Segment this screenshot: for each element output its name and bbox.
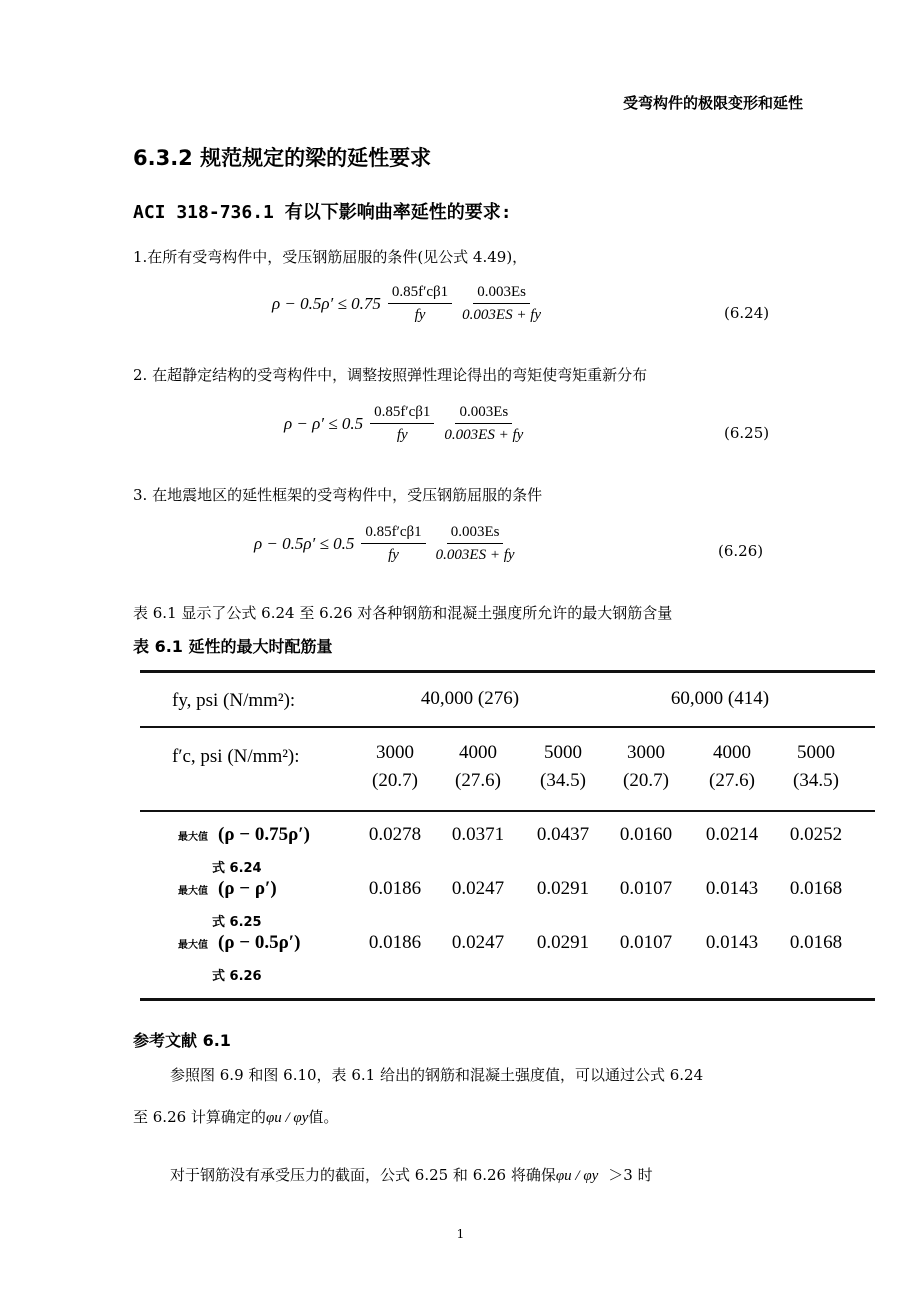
denominator: 0.003ES + fy	[462, 307, 542, 323]
table-cell: 0.0168	[789, 878, 843, 899]
text-segment: ＞3 时	[608, 1166, 653, 1184]
table-cell: 0.0247	[451, 932, 505, 953]
denominator: fy	[396, 427, 408, 443]
equation-number: (6.25)	[724, 424, 770, 442]
row-label	[178, 932, 300, 954]
fc-metric-value: (27.6)	[709, 770, 755, 791]
numerator: 0.003Es	[473, 284, 530, 304]
ductility-table	[140, 670, 875, 1005]
table-cell: 0.0143	[705, 932, 759, 953]
table-intro: 表 6.1 显示了公式 6.24 至 6.26 对各种钢筋和混凝土强度所允许的最大钢筋含量	[133, 604, 673, 622]
denominator: fy	[388, 547, 399, 563]
row-prefix: 最大值	[178, 832, 208, 843]
row-prefix: 最大值	[178, 940, 208, 951]
table-cell: 0.0143	[705, 878, 759, 899]
running-header: 受弯构件的极限变形和延性	[622, 94, 803, 112]
formula-6-26	[254, 524, 522, 564]
table-cell: 0.0247	[451, 878, 505, 899]
row-equation-ref: 式 6.26	[212, 969, 262, 984]
fy-group-1: 40,000 (276)	[420, 688, 520, 709]
denominator: fy	[414, 307, 426, 323]
table-caption: 表 6.1 延性的最大时配筋量	[133, 637, 333, 656]
fc-label: f′c, psi (N/mm²):	[172, 746, 300, 767]
table-cell: 0.0107	[619, 878, 673, 899]
table-cell: 0.0437	[536, 824, 590, 845]
reference-paragraph-2	[170, 1164, 653, 1185]
fraction-2	[440, 404, 527, 444]
requirement-3-text: 3. 在地震地区的延性框架的受弯构件中，受压钢筋屈服的条件	[133, 486, 543, 504]
equation-number: (6.26)	[718, 542, 764, 560]
bottom-rule	[140, 998, 875, 1001]
numerator: 0.003Es	[447, 524, 504, 544]
fc-metric-value: (20.7)	[372, 770, 418, 791]
formula-lhs: ρ − 0.5ρ′ ≤ 0.75	[272, 294, 381, 313]
fc-value: 3000	[627, 742, 665, 763]
text-segment: 对于钢筋没有承受压力的截面，公式 6.25 和 6.26 将确保	[170, 1166, 556, 1184]
page-number: 1	[456, 1227, 465, 1241]
table-cell: 0.0160	[619, 824, 673, 845]
table-cell: 0.0214	[705, 824, 759, 845]
numerator: 0.85f′cβ1	[388, 284, 452, 304]
numerator: 0.003Es	[455, 404, 512, 424]
fc-metric-value: (34.5)	[793, 770, 839, 791]
fy-label: fy, psi (N/mm²):	[172, 690, 296, 711]
row-expression: (ρ − ρ′)	[218, 878, 277, 899]
row-label	[178, 878, 277, 900]
header-rule	[140, 810, 875, 812]
table-cell: 0.0371	[451, 824, 505, 845]
fraction-2	[458, 284, 545, 324]
fc-metric-value: (27.6)	[455, 770, 501, 791]
table-cell: 0.0186	[368, 878, 422, 899]
reference-title: 参考文献 6.1	[133, 1031, 231, 1050]
row-prefix: 最大值	[178, 886, 208, 897]
requirement-2-text: 2. 在超静定结构的受弯构件中，调整按照弹性理论得出的弯矩使弯矩重新分布	[133, 366, 648, 384]
fraction-1	[370, 404, 434, 444]
fc-value: 5000	[544, 742, 582, 763]
row-label	[178, 824, 310, 846]
denominator: 0.003ES + fy	[444, 427, 524, 443]
denominator: 0.003ES + fy	[435, 547, 515, 563]
fc-value: 3000	[376, 742, 414, 763]
formula-lhs: ρ − ρ′ ≤ 0.5	[284, 414, 364, 433]
table-cell: 0.0252	[789, 824, 843, 845]
fraction-1	[361, 524, 425, 564]
fy-group-2: 60,000 (414)	[670, 688, 770, 709]
phi-ratio: φu / φy	[555, 1168, 599, 1184]
requirement-1-text: 1.在所有受弯构件中，受压钢筋屈服的条件(见公式 4.49)，	[133, 248, 528, 266]
top-rule	[140, 670, 875, 673]
fc-value: 4000	[459, 742, 497, 763]
fc-value: 4000	[713, 742, 751, 763]
formula-6-25	[284, 404, 530, 444]
formula-6-24	[272, 284, 548, 324]
table-cell: 0.0186	[368, 932, 422, 953]
numerator: 0.85f′cβ1	[361, 524, 425, 544]
text-segment: 值。	[308, 1108, 339, 1126]
row-expression: (ρ − 0.5ρ′)	[218, 932, 301, 953]
table-cell: 0.0107	[619, 932, 673, 953]
section-heading: 6.3.2 规范规定的梁的延性要求	[133, 146, 432, 170]
fraction-1	[388, 284, 452, 324]
reference-paragraph-line1: 参照图 6.9 和图 6.10，表 6.1 给出的钢筋和混凝土强度值，可以通过公式 6.24	[170, 1066, 704, 1084]
row-expression: (ρ − 0.75ρ′)	[218, 824, 310, 845]
formula-lhs: ρ − 0.5ρ′ ≤ 0.5	[254, 534, 355, 553]
phi-ratio: φu / φy	[265, 1110, 309, 1126]
row-equation-ref: 式 6.25	[212, 915, 262, 930]
section-subheading: ACI 318-736.1 有以下影响曲率延性的要求:	[133, 202, 512, 223]
table-cell: 0.0278	[368, 824, 422, 845]
fc-metric-value: (20.7)	[623, 770, 669, 791]
fraction-2	[432, 524, 519, 564]
mid-rule	[140, 726, 875, 728]
table-cell: 0.0168	[789, 932, 843, 953]
fc-metric-value: (34.5)	[540, 770, 586, 791]
table-cell: 0.0291	[536, 932, 590, 953]
table-cell: 0.0291	[536, 878, 590, 899]
reference-paragraph-line2	[133, 1106, 338, 1127]
text-segment: 至 6.26 计算确定的	[133, 1108, 266, 1126]
numerator: 0.85f′cβ1	[370, 404, 434, 424]
row-equation-ref: 式 6.24	[212, 861, 262, 876]
fc-value: 5000	[797, 742, 835, 763]
equation-number: (6.24)	[724, 304, 770, 322]
